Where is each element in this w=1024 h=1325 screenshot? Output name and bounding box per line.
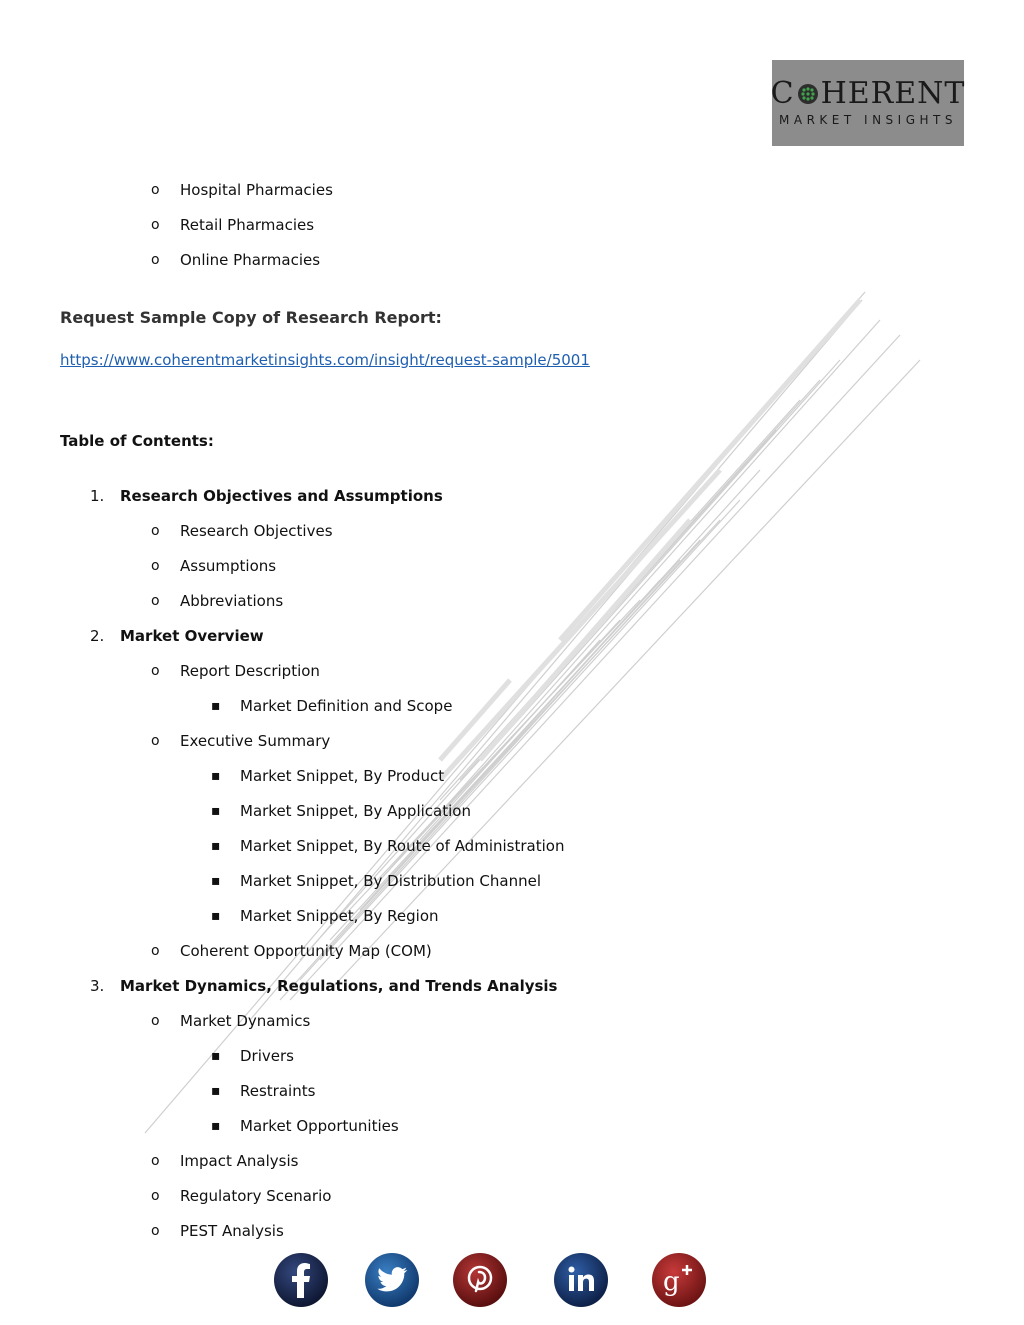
list-item: PEST Analysis [180,1222,284,1240]
circle-bullet-icon: o [151,733,160,749]
sub-list-item: Market Snippet, By Product [240,767,445,785]
list-item: Hospital Pharmacies [180,181,333,199]
list-item: Market Dynamics [180,1012,311,1030]
square-bullet-icon: ▪ [211,838,221,854]
square-bullet-icon: ▪ [211,698,221,714]
list-item: Report Description [180,662,320,680]
pinterest-icon[interactable] [452,1252,508,1308]
square-bullet-icon: ▪ [211,1048,221,1064]
square-bullet-icon: ▪ [211,1083,221,1099]
square-bullet-icon: ▪ [211,768,221,784]
circle-bullet-icon: o [151,593,160,609]
linkedin-icon[interactable] [553,1252,609,1308]
section-title: Market Overview [120,627,264,645]
square-bullet-icon: ▪ [211,803,221,819]
circle-bullet-icon: o [151,663,160,679]
twitter-icon[interactable] [364,1252,420,1308]
sub-list-item: Market Snippet, By Application [240,802,471,820]
sub-list-item: Market Opportunities [240,1117,399,1135]
logo-letters-herent: HERENT [820,76,966,111]
list-item: Assumptions [180,557,277,575]
circle-bullet-icon: o [151,1223,160,1239]
circle-bullet-icon: o [151,1188,160,1204]
section-title: Market Dynamics, Regulations, and Trends Analysis [120,977,558,995]
facebook-icon[interactable] [273,1252,329,1308]
sub-list-item: Restraints [240,1082,316,1100]
section-number: 2. [90,627,105,645]
request-sample-link[interactable]: https://www.coherentmarketinsights.com/insight/request-sample/5001 [60,351,590,369]
section-number: 3. [90,977,105,995]
list-item: Regulatory Scenario [180,1187,332,1205]
sub-list-item: Market Snippet, By Region [240,907,439,925]
globe-icon [796,82,820,106]
list-item: Executive Summary [180,732,331,750]
circle-bullet-icon: o [151,523,160,539]
circle-bullet-icon: o [151,1153,160,1169]
square-bullet-icon: ▪ [211,1118,221,1134]
svg-text:g: g [663,1267,680,1297]
list-item: Impact Analysis [180,1152,299,1170]
request-sample-heading: Request Sample Copy of Research Report: [60,308,442,327]
sub-list-item: Drivers [240,1047,294,1065]
circle-bullet-icon: o [151,1013,160,1029]
section-title: Research Objectives and Assumptions [120,487,443,505]
logo-wordmark [770,76,966,111]
logo-letter-c: C [770,76,795,111]
list-item: Retail Pharmacies [180,216,315,234]
google-plus-icon[interactable] [651,1252,707,1308]
sub-list-item: Market Snippet, By Distribution Channel [240,872,542,890]
square-bullet-icon: ▪ [211,873,221,889]
toc-title: Table of Contents: [60,432,214,450]
sub-list-item: Market Definition and Scope [240,697,453,715]
list-item: Abbreviations [180,592,284,610]
circle-bullet-icon: o [151,252,160,268]
logo-subtitle: MARKET INSIGHTS [779,113,957,127]
list-item: Online Pharmacies [180,251,321,269]
square-bullet-icon: ▪ [211,908,221,924]
sub-list-item: Market Snippet, By Route of Administration [240,837,565,855]
circle-bullet-icon: o [151,217,160,233]
company-logo [772,60,964,146]
circle-bullet-icon: o [151,943,160,959]
list-item: Research Objectives [180,522,333,540]
circle-bullet-icon: o [151,558,160,574]
section-number: 1. [90,487,105,505]
list-item: Coherent Opportunity Map (COM) [180,942,432,960]
circle-bullet-icon: o [151,182,160,198]
